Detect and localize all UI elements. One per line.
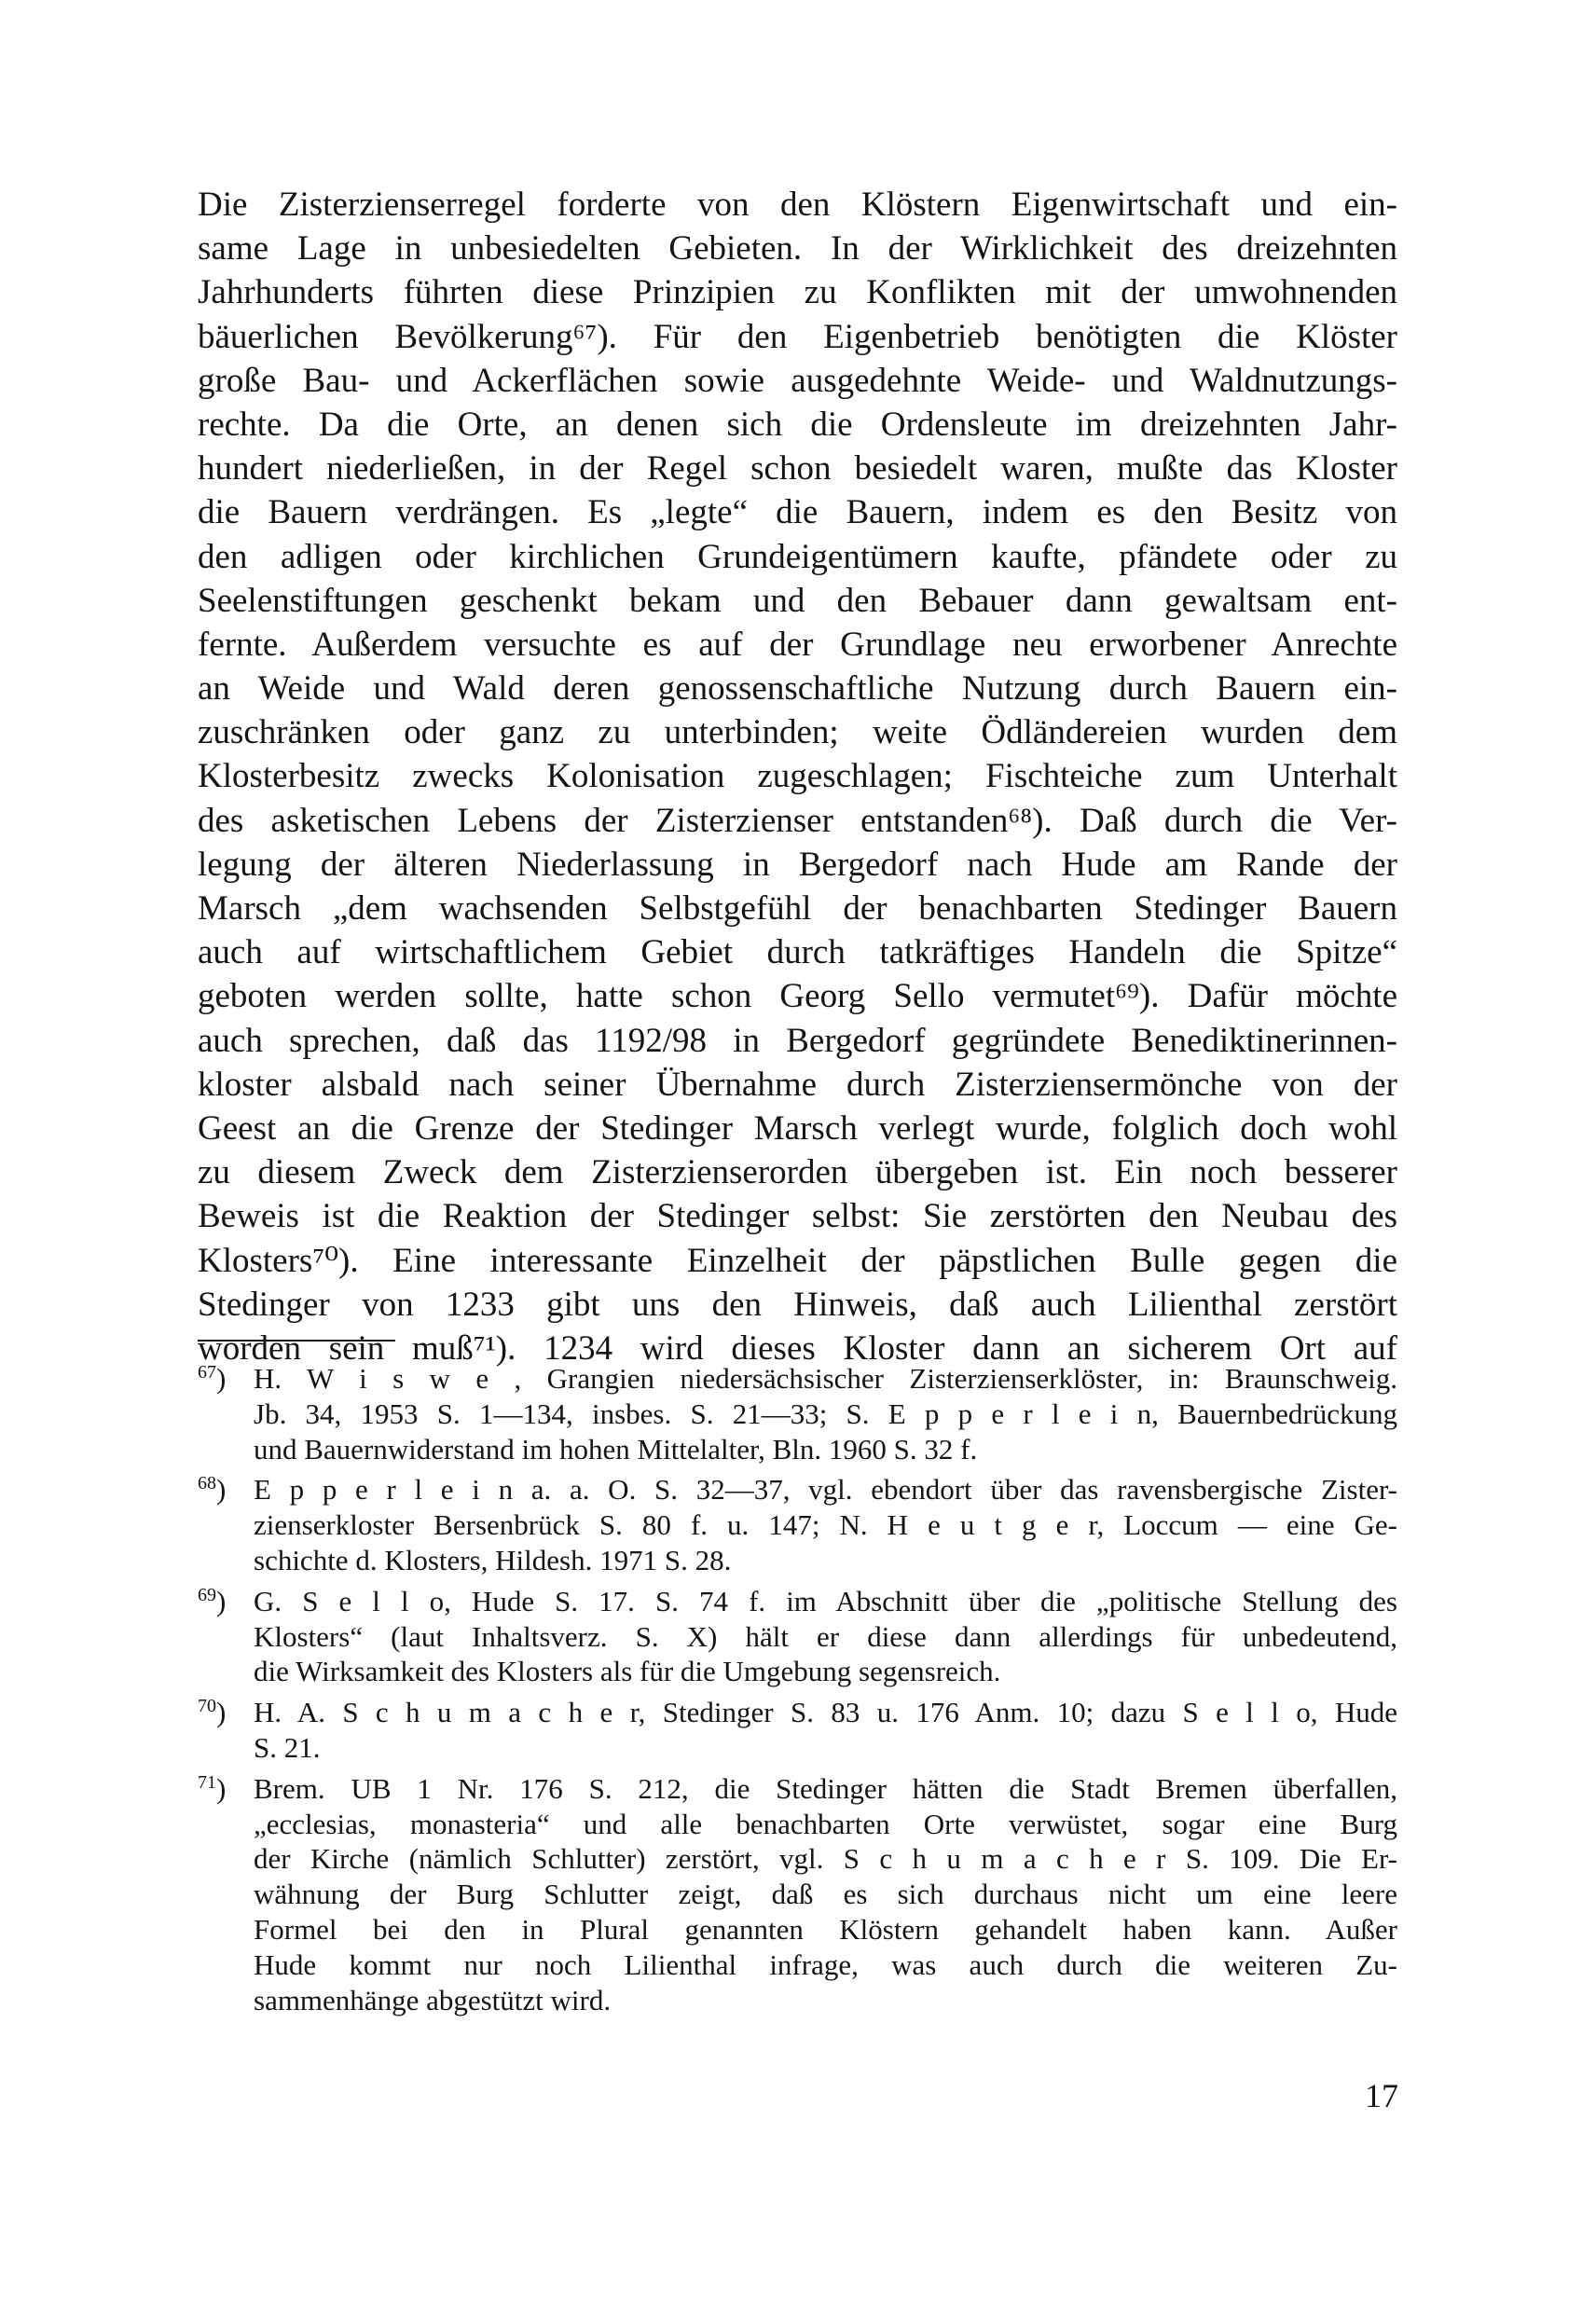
footnote-separator-rule: [198, 1340, 395, 1342]
footnote-67: [198, 1361, 1397, 1466]
body-line: Klosters⁷⁰). Eine interessante Einzelheit der päpstlichen Bulle gegen die: [198, 1241, 1397, 1280]
footnote-line: E p p e r l e i n a. a. O. S. 32—37, vgl. ebendort über das ravensbergische Zister-: [254, 1473, 1397, 1507]
footnote-number: 71: [198, 1771, 216, 1793]
body-line: same Lage in unbesiedelten Gebieten. In der Wirklichkeit des dreizehnten: [198, 229, 1397, 268]
body-line: bäuerlichen Bevölkerung⁶⁷). Für den Eigenbetrieb benötigten die Klöster: [198, 317, 1397, 356]
footnote-69: [198, 1584, 1397, 1689]
body-line: Seelenstiftungen geschenkt bekam und den Bebauer dann gewaltsam ent-: [198, 581, 1397, 620]
footnote-line: S. 21.: [254, 1730, 321, 1764]
footnote-line: der Kirche (nämlich Schlutter) zerstört, vgl. S c h u m a c h e r S. 109. Die Er-: [254, 1842, 1397, 1876]
footnote-71: [198, 1771, 1397, 2018]
footnote-line: Jb. 34, 1953 S. 1—134, insbes. S. 21—33; S. E p p e r l e i n, Bauernbedrückung: [254, 1397, 1397, 1430]
footnote-line: Brem. UB 1 Nr. 176 S. 212, die Stedinger hätten die Stadt Bremen überfallen,: [254, 1771, 1397, 1805]
body-line: Jahrhunderts führten diese Prinzipien zu Konflikten mit der umwohnenden: [198, 273, 1397, 312]
footnote-number: 67: [198, 1362, 216, 1383]
body-line: fernte. Außerdem versuchte es auf der Grundlage neu erworbener Anrechte: [198, 625, 1397, 664]
footnote-line: die Wirksamkeit des Klosters als für die Umgebung segensreich.: [254, 1655, 1001, 1688]
body-line: an Weide und Wald deren genossenschaftliche Nutzung durch Bauern ein-: [198, 669, 1397, 709]
footnote-70: [198, 1695, 1397, 1766]
footnote-number: 69: [198, 1584, 216, 1605]
footnote-number: 68: [198, 1473, 216, 1494]
body-line: worden sein muß⁷¹). 1234 wird dieses Kloster dann an sicherem Ort auf: [198, 1328, 1397, 1368]
body-line: kloster alsbald nach seiner Übernahme durch Zisterziensermönche von der: [198, 1065, 1397, 1104]
footnotes: [198, 1361, 1397, 2023]
footnote-text: [254, 1361, 1397, 1466]
body-line: Die Zisterzienserregel forderte von den Klöstern Eigenwirtschaft und ein-: [198, 186, 1397, 224]
footnote-line: sammenhänge abgestützt wird.: [254, 1983, 612, 2016]
footnote-line: H. A. S c h u m a c h e r, Stedinger S. 83 u. 176 Anm. 10; dazu S e l l o, Hude: [254, 1696, 1397, 1729]
footnote-text: [254, 1771, 1397, 2018]
footnote-marker: $^{71}$): [198, 1771, 227, 1805]
body-line: Geest an die Grenze der Stedinger Marsch verlegt wurde, folglich doch wohl: [198, 1108, 1397, 1148]
footnote-line: zienserkloster Bersenbrück S. 80 f. u. 147; N. H e u t g e r, Loccum — eine Ge-: [254, 1508, 1397, 1542]
footnote-text: [254, 1472, 1397, 1577]
body-line: hundert niederließen, in der Regel schon besiedelt waren, mußte das Kloster: [198, 449, 1397, 489]
footnote-line: und Bauernwiderstand im hohen Mittelalter, Bln. 1960 S. 32 f.: [254, 1432, 978, 1466]
footnote-marker: $^{68}$): [198, 1473, 227, 1507]
footnote-line: G. S e l l o, Hude S. 17. S. 74 f. im Abschnitt über die „politische Stellung des: [254, 1584, 1397, 1617]
body-line: auch sprechen, daß das 1192/98 in Bergedorf gegründete Benediktinerinnen-: [198, 1021, 1397, 1060]
body-line: zuschränken oder ganz zu unterbinden; weite Ödländereien wurden dem: [198, 713, 1397, 752]
footnote-line: Klosters“ (laut Inhaltsverz. S. X) hält er diese dann allerdings für unbedeutend,: [254, 1619, 1397, 1653]
body-line: Beweis ist die Reaktion der Stedinger selbst: Sie zerstörten den Neubau des: [198, 1197, 1397, 1236]
footnote-line: H. W i s w e , Grangien niedersächsischer Zisterzienserklöster, in: Braunschweig.: [254, 1362, 1397, 1395]
body-line: Marsch „dem wachsenden Selbstgefühl der benachbarten Stedinger Bauern: [198, 889, 1397, 928]
body-line: Klosterbesitz zwecks Kolonisation zugeschlagen; Fischteiche zum Unterhalt: [198, 757, 1397, 796]
footnote-number: 70: [198, 1696, 216, 1717]
body-line: geboten werden sollte, hatte schon Georg Sello vermutet⁶⁹). Dafür möchte: [198, 977, 1397, 1016]
body-text: [198, 183, 1397, 1370]
footnote-line: wähnung der Burg Schlutter zeigt, daß es sich durchaus nicht um eine leere: [254, 1878, 1397, 1911]
body-line: Stedinger von 1233 gibt uns den Hinweis, daß auch Lilienthal zerstört: [198, 1285, 1397, 1324]
body-line: große Bau- und Ackerflächen sowie ausgedehnte Weide- und Waldnutzungs-: [198, 361, 1397, 400]
body-line: rechte. Da die Orte, an denen sich die Ordensleute im dreizehnten Jahr-: [198, 405, 1397, 444]
footnote-marker: $^{69}$): [198, 1584, 227, 1617]
body-line: die Bauern verdrängen. Es „legte“ die Bauern, indem es den Besitz von: [198, 493, 1397, 532]
body-line: den adligen oder kirchlichen Grundeigentümern kaufte, pfändete oder zu: [198, 537, 1397, 576]
footnote-68: [198, 1472, 1397, 1577]
body-line: auch auf wirtschaftlichem Gebiet durch tatkräftiges Handeln die Spitze“: [198, 933, 1397, 972]
page-number: 17: [1365, 2077, 1398, 2114]
footnote-text: [254, 1695, 1397, 1766]
body-line: zu diesem Zweck dem Zisterzienserorden übergeben ist. Ein noch besserer: [198, 1153, 1397, 1192]
body-line: des asketischen Lebens der Zisterzienser entstanden⁶⁸). Daß durch die Ver-: [198, 801, 1397, 840]
footnote-line: schichte d. Klosters, Hildesh. 1971 S. 28.: [254, 1543, 732, 1576]
footnote-text: [254, 1584, 1397, 1689]
footnote-line: Hude kommt nur noch Lilienthal infrage, was auch durch die weiteren Zu-: [254, 1947, 1397, 1981]
body-line: legung der älteren Niederlassung in Bergedorf nach Hude am Rande der: [198, 845, 1397, 884]
footnote-marker: $^{70}$): [198, 1696, 227, 1729]
footnote-line: „ecclesias, monasteria“ und alle benachbarten Orte verwüstet, sogar eine Burg: [254, 1807, 1397, 1840]
footnote-line: Formel bei den in Plural genannten Klöstern gehandelt haben kann. Außer: [254, 1912, 1397, 1946]
footnote-marker: $^{67}$): [198, 1362, 227, 1395]
